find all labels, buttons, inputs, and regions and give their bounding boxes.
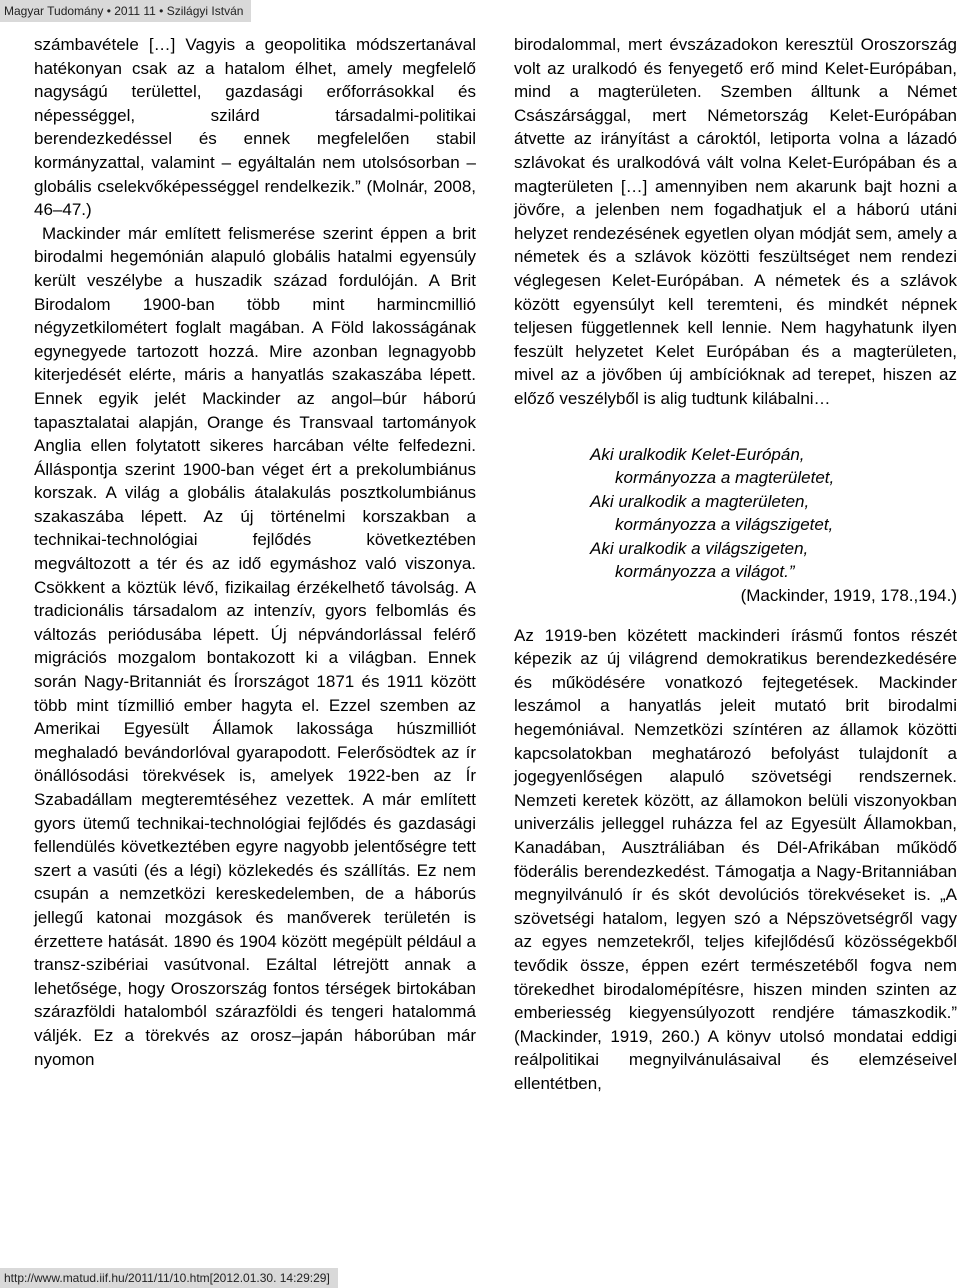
left-paragraph-1: számbavétele […] Vagyis a geopolitika módszertanával hatékonyan csak az a hatalom élhet, amely megfelelő nagyságú területtel, gazdasági erőforrásokkal és népességgel, szilárd társadalmi-politikai berendezkedéssel és ennek megfelelően stabil kormányzattal, valamint – egyáltalán nem utolsósorban – globális cselekvőképességgel rendelkezik.” (Molnár, 2008, 46–47.) [34,35,476,220]
block-quote [514,443,957,608]
footer-url: http://www.matud.iif.hu/2011/11/10.htm[2012.01.30. 14:29:29] [4,1271,330,1285]
page-footer [0,1268,338,1288]
quote-line: Aki uralkodik Kelet-Európán, [590,444,805,464]
left-paragraph-2: Mackinder már említett felismerése szerint éppen a brit birodalmi hegemónián alapuló globális hatalmi egyensúly került veszélybe a huszadik század fordulóján. A Brit Birodalom 1900-ban több mint harmincmillió négyzetkilométert foglalt magában. A Föld lakosságának egynegyede tartozott hozzá. Mire azonban legnagyobb kiterjedését elérte, máris a hanyatlás szakaszába lépett. Ennek egyik jelét Mackinder az angol–búr háború tapasztalatai alapján, Orange és Transvaal tartományok Anglia ellen folytatott sikeres harcában vélte felfedezni. Álláspontja szerint 1900-ban véget ért a prekolumbiánus korszak. A világ a globális átalakulás posztkolumbiánus szakaszába lépett. Az új történelmi korszakban a technikai-technológiai fejlődés következtében megváltozott a tér és az idő egymáshoz való viszonya. Csökkent a köztük lévő, fizikailag érzékelhető távolság. A tradicionális társadalom az intenzív, gyors felbomlás és változás periódusába lépett. Új népvándorlással felérő migrációs mozgalom bontakozott ki a világban. Ennek során Nagy-Britanniát és Írországot 1871 és 1911 között több mint tízmillió ember hagyta el. Ezzel szemben az Amerikai Egyesült Államok lakossága húszmilliót meghaladó bevándorlóval gyarapodott. Felerősödtek az ír önállósodási törekvések is, amelyek 1922-ben az Ír Szabadállam megteremtéséhez vezettek. A már említett gyors ütemű technikai-technológiai fejlődés és gazdasági fellendülés következtében egyre nagyobb jelentőségre tett szert a vasúti (és a légi) közlekedés és szállítás. Ez nem csupán a nemzetközi kereskedelemben, de a háborús jellegű katonai mozgások és manőverek területén is érzetteте hatását. 1890 és 1904 között megépült például a transz-szibériai vasútvonal. Ezáltal létrejött annak a lehetősége, hogy Oroszország fontos térségek birtokában szárazföldi hatalomból szárazföldi és tengeri hatalommá váljék. Ez a törekvés az orosz–japán háborúban már nyomon [34,223,476,1069]
quote-line: kormányozza a világszigetet, [615,515,834,535]
left-column [34,33,476,1071]
running-title: Magyar Tudomány • 2011 11 • Szilágyi István [4,4,244,18]
right-column [514,33,957,1096]
right-paragraph-1: birodalommal, mert évszázadokon keresztül Oroszország volt az uralkodó és fenyegető erő mind Kelet-Európában, mind a magterületen. Szemben álltunk a Német Császársággal, mert Németország Kelet-Európában átvette az irányítást a cároktól, letiporta volna a lázadó szlávokat és uralkodóvá vált volna Kelet-Európában és a magterületen […] amennyiben nem akarunk bajt hozni a jövőre, a jelenben nem fogadhatjuk el a háború utáni helyzet rendezésének egyetlen olyan módját sem, amely a németek és a szlávok közötti feszültséget nem rendezi véglegesen Kelet-Európában. A németek és a szlávok között egyensúlyt kell teremteni, és mindkét népnek teljesen függetlennek kell lennie. Nem hagyhatunk ilyen feszült helyzetet Kelet Európában és a magterületen, mivel az a jövőben új ambícióknak ad terepet, hiszen az előző veszélyből is alig tudtunk kilábalni… [514,35,957,408]
quote-line: kormányozza a világot.” [615,562,795,582]
quote-line: Aki uralkodik a világszigeten, [590,538,809,558]
right-paragraph-2: Az 1919-ben közétett mackinderi írásmű fontos részét képezik az új világrend demokratikus berendezkedésére és működésére vonatkozó fejtegetések. Mackinder leszámol a hanyatlás jeleit mutató brit birodalmi hegemóniával. Nemzetközi színtéren az államok közötti kapcsolatokban meghatározó befolyást tulajdonít a jogegyenlőségen alapuló szövetségi rendszernek. Nemzeti keretek között, az államokon belüli viszonyokban univerzális jelleggel ruházza fel az Egyesült Államokban, Kanadában, Ausztráliában és Dél-Afrikában működő föderális berendezkedést. Támogatja a Nagy-Britanniában megnyilvánuló ír és skót devolúciós törekvéseket is. „A szövetségi hatalom, legyen szó a Népszövetségről vagy az egyes nemzetekről, teljes kifejlődésű közösségekből tevődik össze, éppen ezért természetéből fogva nem törekedhet birodalomépítésre, hiszen minden szinten az emberiesség kiegyensúlyozott rendjére támaszkodik.” (Mackinder, 1919, 260.) A könyv utolsó mondatai eddigi reálpolitikai megnyilvánulásaival és elemzéseivel ellentétben, [514,625,957,1093]
quote-line: Aki uralkodik a magterületen, [590,491,810,511]
running-header [0,0,251,22]
quote-line: kormányozza a magterületet, [615,468,835,488]
quote-citation: (Mackinder, 1919, 178.,194.) [740,586,957,606]
